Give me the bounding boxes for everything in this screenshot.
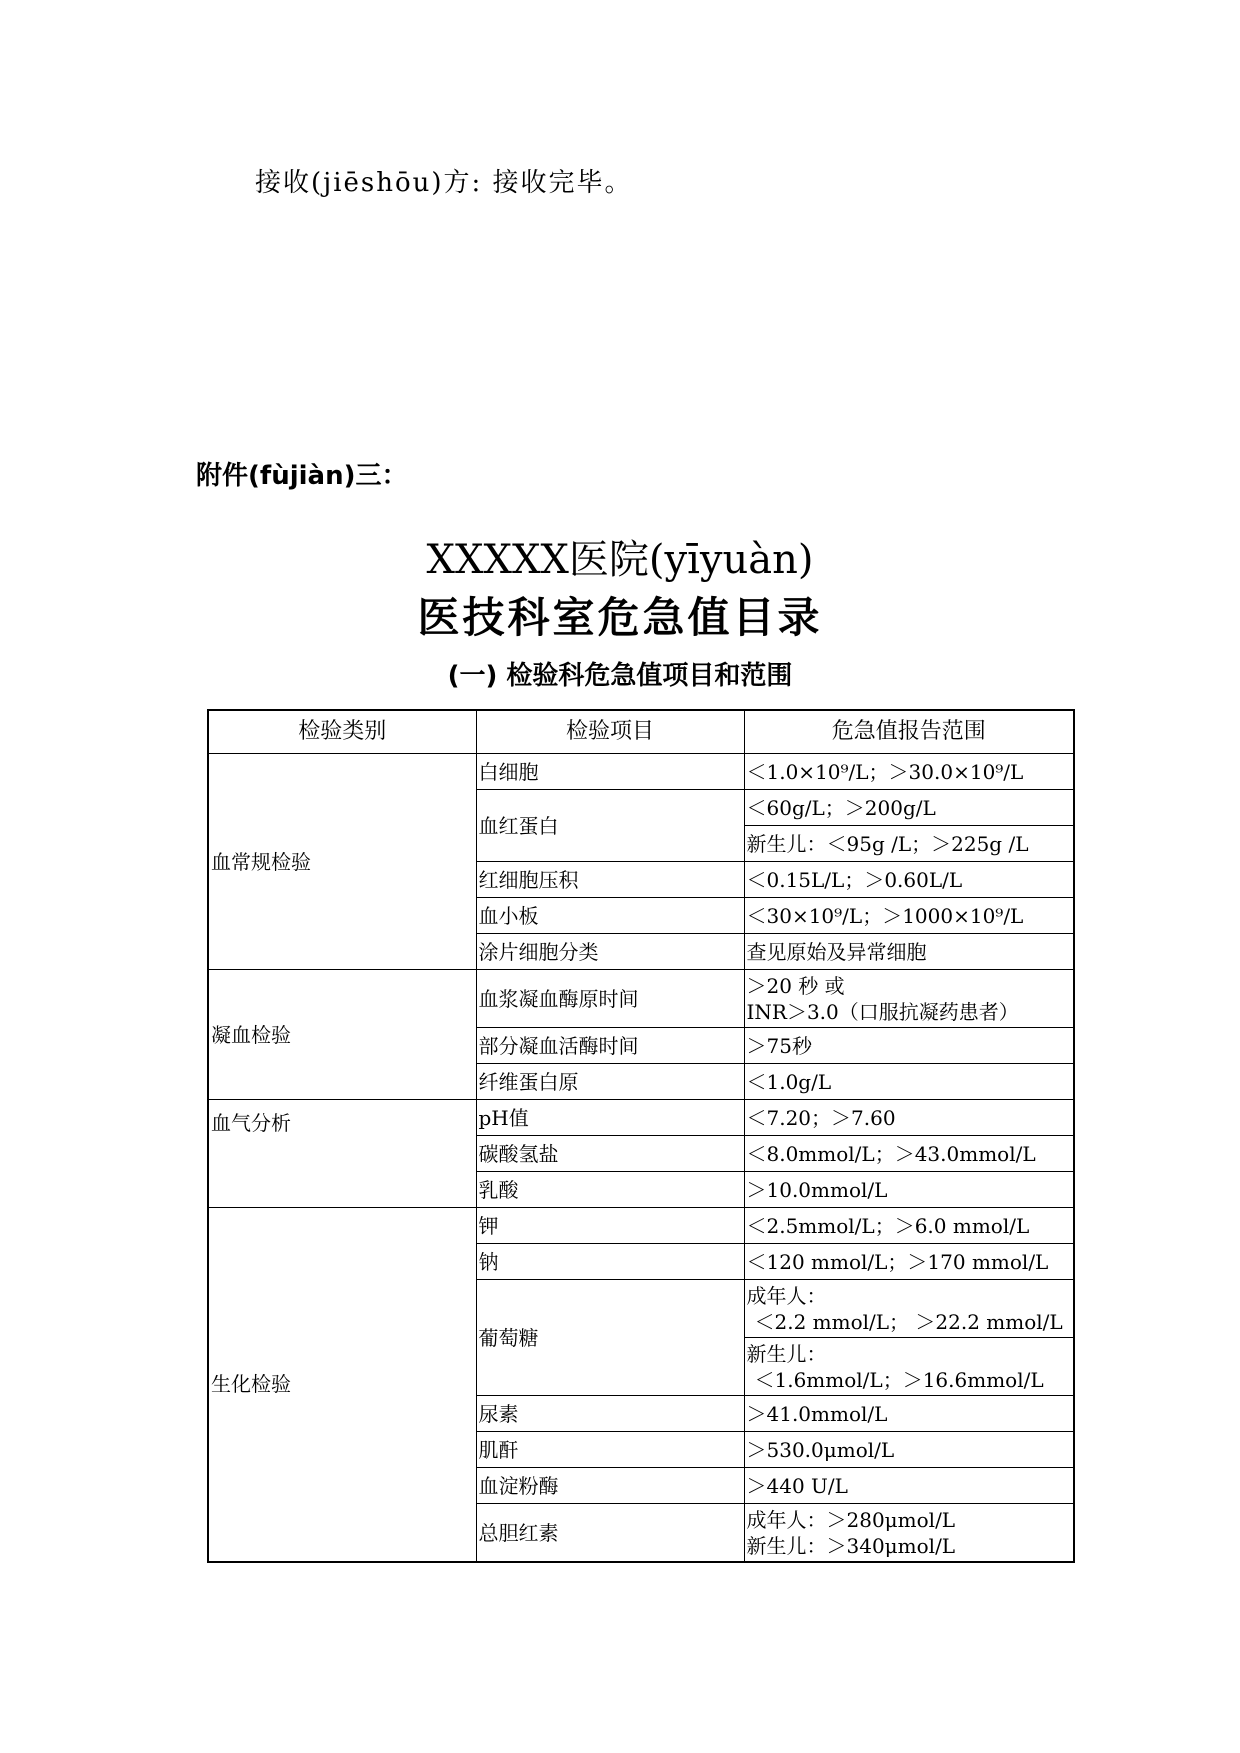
range-cell: ＜60g/L；＞200g/L (744, 790, 1074, 826)
item-cell: pH值 (476, 1100, 744, 1136)
item-cell: 涂片细胞分类 (476, 934, 744, 970)
range-cell: ＞75秒 (744, 1028, 1074, 1064)
range-cell: ＜2.5mmol/L；＞6.0 mmol/L (744, 1208, 1074, 1244)
range-cell (744, 1504, 1074, 1562)
section-title: (一) 检验科危急值项目和范围 (447, 661, 793, 691)
range-cell: ＞530.0μmol/L (744, 1432, 1074, 1468)
category-cell: 凝血检验 (208, 970, 476, 1100)
range-cell: ＜8.0mmol/L；＞43.0mmol/L (744, 1136, 1074, 1172)
item-cell: 乳酸 (476, 1172, 744, 1208)
range-cell: 查见原始及异常细胞 (744, 934, 1074, 970)
range-line: 成年人：＞280μmol/L (746, 1507, 956, 1532)
range-cell: ＞41.0mmol/L (744, 1396, 1074, 1432)
item-cell: 钾 (476, 1208, 744, 1244)
range-cell: ＞440 U/L (744, 1468, 1074, 1504)
item-cell: 血浆凝血酶原时间 (476, 970, 744, 1028)
range-cell: ＞10.0mmol/L (744, 1172, 1074, 1208)
item-cell: 白细胞 (476, 754, 744, 790)
category-cell: 血气分析 (208, 1100, 476, 1208)
item-cell: 肌酐 (476, 1432, 744, 1468)
item-cell: 部分凝血活酶时间 (476, 1028, 744, 1064)
attachment-label: 附件(fùjiàn)三： (196, 461, 408, 491)
intro-text: 接收(jiēshōu)方: 接收完毕。 (255, 168, 633, 198)
range-cell-adult (744, 1280, 1074, 1338)
range-cell: ＜7.20；＞7.60 (744, 1100, 1074, 1136)
item-cell: 血小板 (476, 898, 744, 934)
range-line: INR＞3.0（口服抗凝药患者） (746, 999, 1019, 1024)
category-cell: 生化检验 (208, 1208, 476, 1562)
range-cell: ＜1.0g/L (744, 1064, 1074, 1100)
table-row (208, 970, 1074, 1028)
item-cell: 血红蛋白 (476, 790, 744, 862)
table-row (208, 1100, 1074, 1136)
table-header-row (208, 710, 1074, 754)
range-cell: ＜1.0×10⁹/L；＞30.0×10⁹/L (744, 754, 1074, 790)
range-cell-newborn (744, 1338, 1074, 1396)
range-line: 新生儿： (746, 1341, 827, 1366)
range-cell: ＜0.15L/L；＞0.60L/L (744, 862, 1074, 898)
range-line: ＞20 秒 或 (746, 973, 845, 998)
category-cell: 血常规检验 (208, 754, 476, 970)
range-cell (744, 970, 1074, 1028)
item-cell: 钠 (476, 1244, 744, 1280)
item-cell: 纤维蛋白原 (476, 1064, 744, 1100)
range-line: ＜2.2 mmol/L； ＞22.2 mmol/L (754, 1309, 1063, 1334)
item-cell: 血淀粉酶 (476, 1468, 744, 1504)
header-range: 危急值报告范围 (744, 710, 1074, 754)
item-cell: 尿素 (476, 1396, 744, 1432)
item-cell: 总胆红素 (476, 1504, 744, 1562)
table-row (208, 754, 1074, 790)
item-cell: 碳酸氢盐 (476, 1136, 744, 1172)
range-line: 成年人： (746, 1283, 827, 1308)
range-cell: ＜120 mmol/L；＞170 mmol/L (744, 1244, 1074, 1280)
header-category: 检验类别 (208, 710, 476, 754)
range-cell-newborn: 新生儿：＜95g /L；＞225g /L (744, 826, 1074, 862)
critical-values-table (207, 709, 1075, 1563)
document-title: 医技科室危急值目录 (417, 593, 823, 642)
item-cell: 红细胞压积 (476, 862, 744, 898)
item-cell: 葡萄糖 (476, 1280, 744, 1396)
table-row (208, 1208, 1074, 1244)
range-cell: ＜30×10⁹/L；＞1000×10⁹/L (744, 898, 1074, 934)
hospital-title: XXXXX医院(yīyuàn) (426, 537, 814, 583)
header-item: 检验项目 (476, 710, 744, 754)
range-line: 新生儿：＞340μmol/L (746, 1533, 956, 1558)
range-line: ＜1.6mmol/L；＞16.6mmol/L (754, 1367, 1044, 1392)
